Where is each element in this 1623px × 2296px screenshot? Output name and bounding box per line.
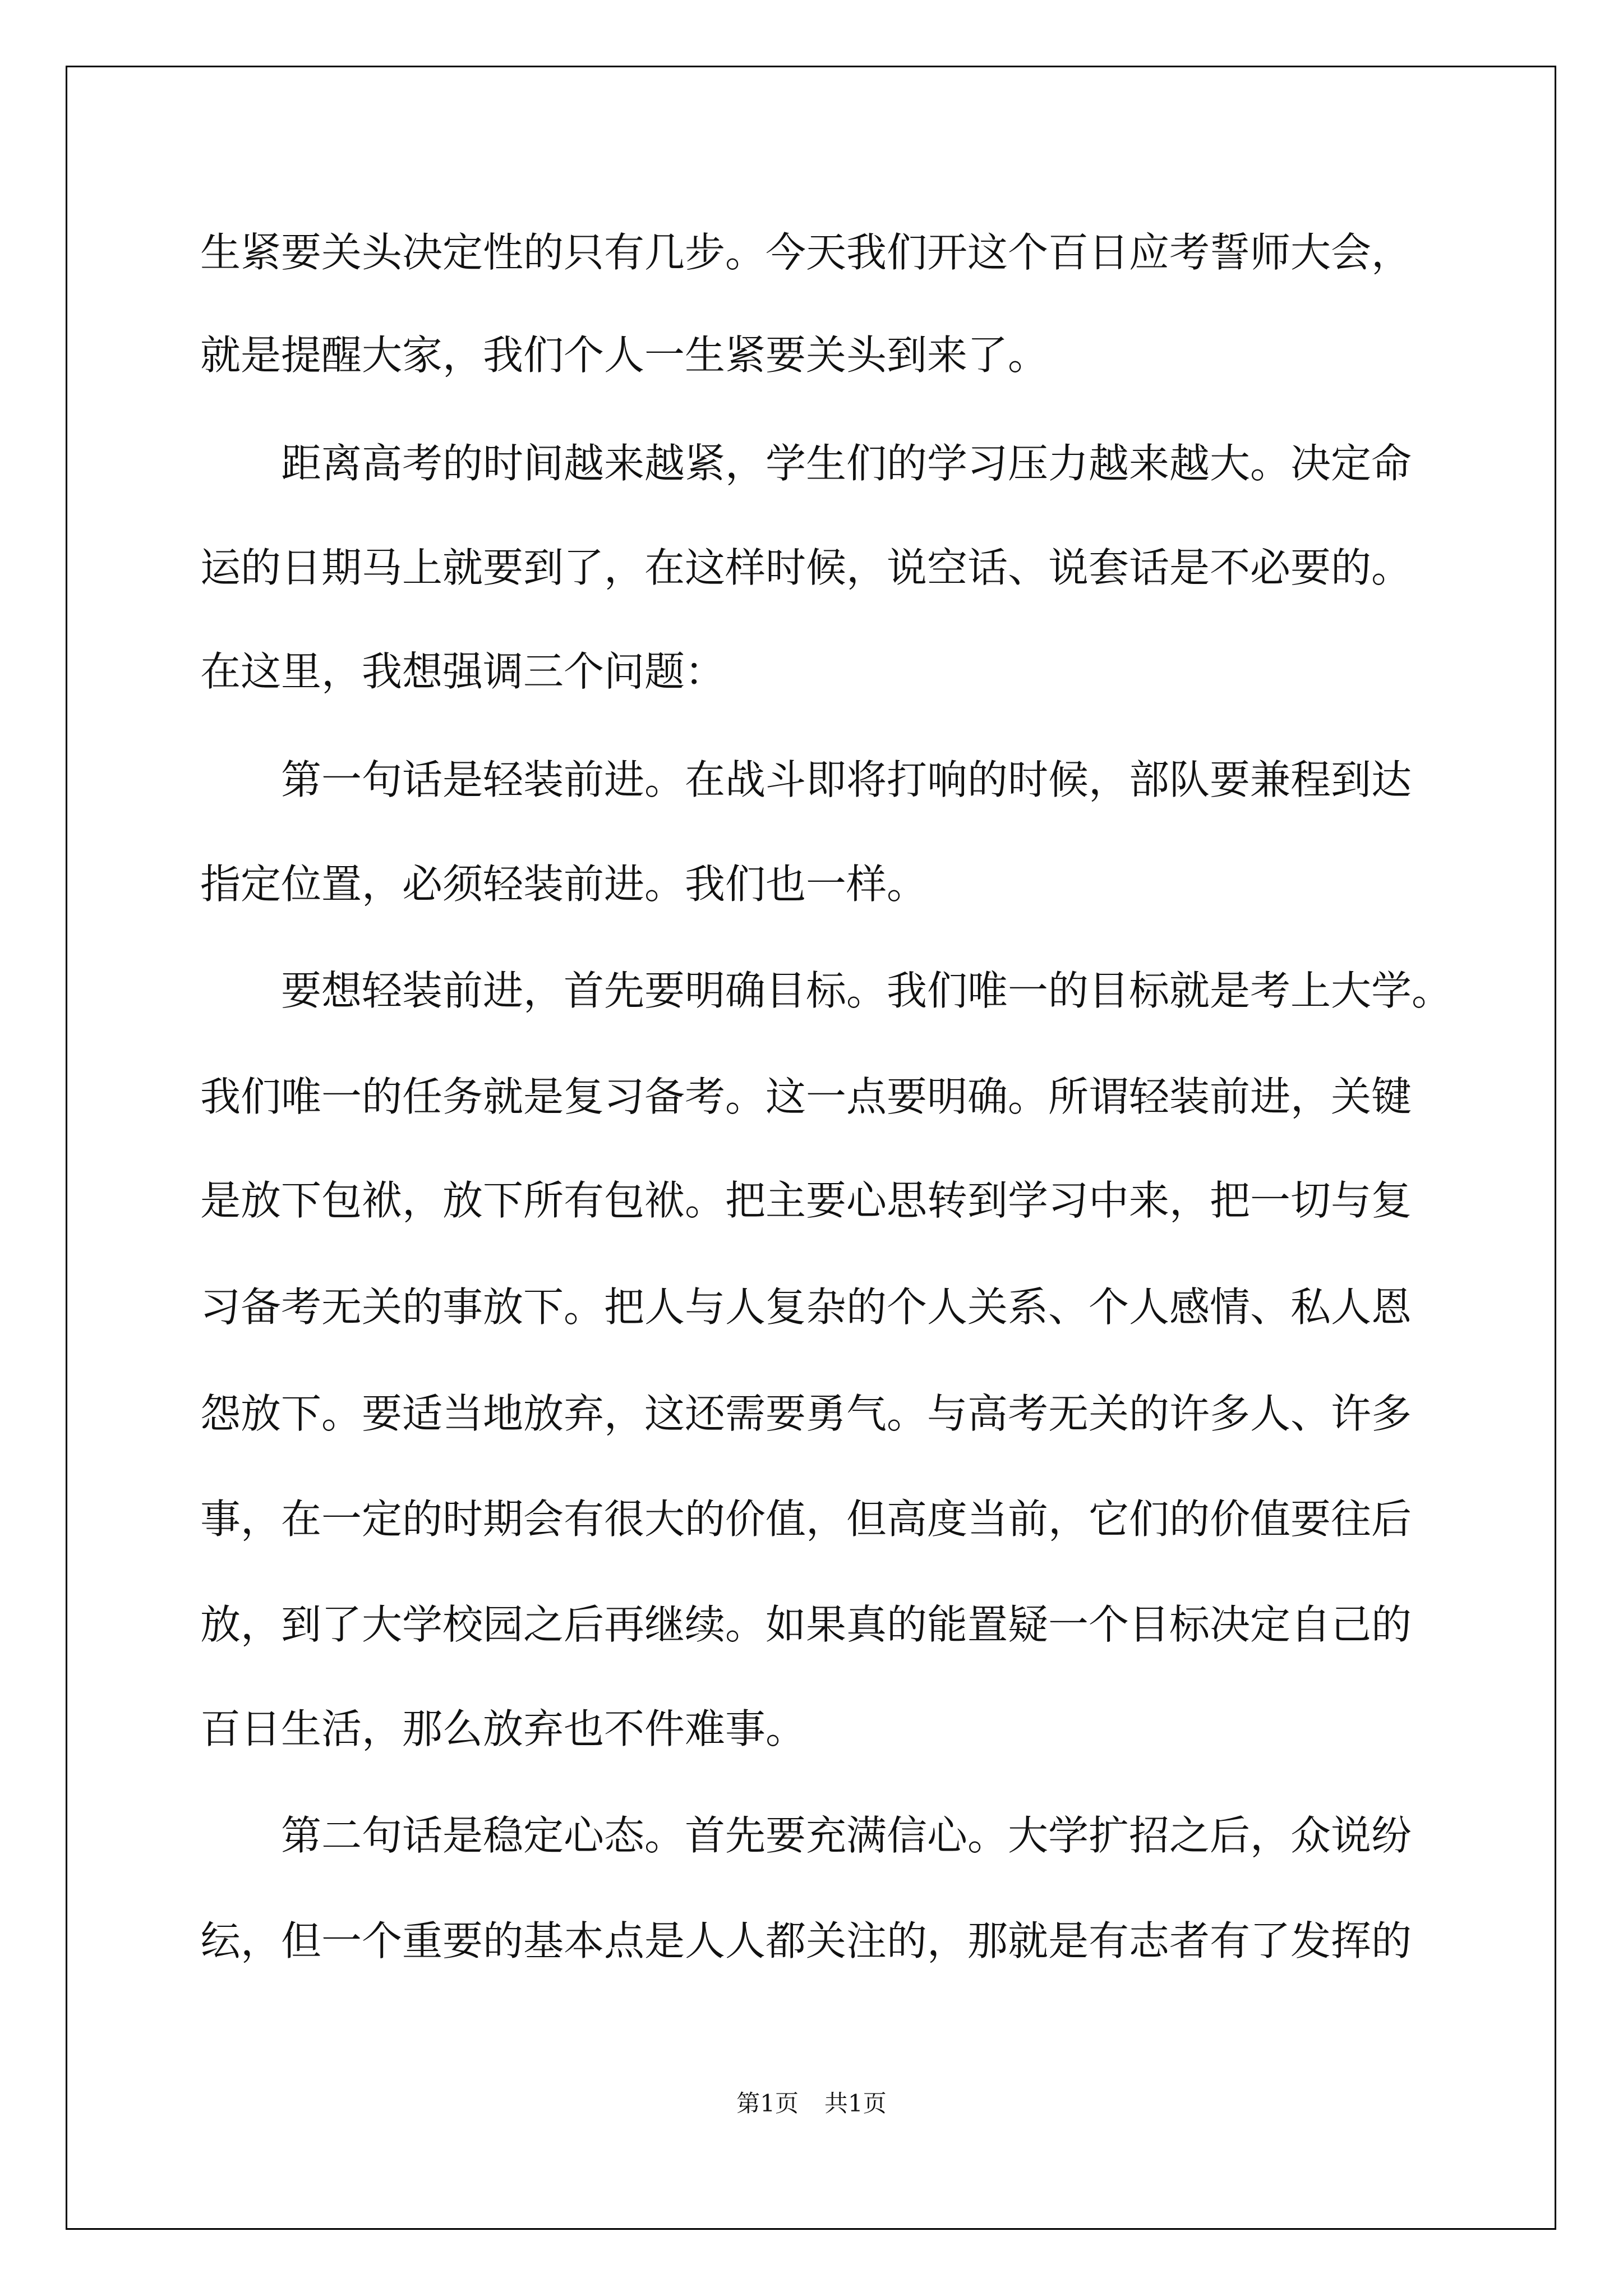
text-line: 距离高考的时间越来越紧，学生们的学习压力越来越大。决定命 [281,440,1412,487]
text-line: 习备考无关的事放下。把人与人复杂的个人关系、个人感情、私人恩 [200,1283,1412,1331]
text-line: 第二句话是稳定心态。首先要充满信心。大学扩招之后，众说纷 [281,1812,1412,1859]
text-line: 怨放下。要适当地放弃，这还需要勇气。与高考无关的许多人、许多 [200,1390,1412,1437]
page-number: 第1页 [736,2090,799,2117]
text-line: 指定位置，必须轻装前进。我们也一样。 [200,861,928,908]
page-total: 共1页 [824,2090,887,2117]
text-line: 事，在一定的时期会有很大的价值，但高度当前，它们的价值要往后 [200,1496,1412,1543]
text-line: 是放下包袱，放下所有包袱。把主要心思转到学习中来，把一切与复 [200,1177,1412,1224]
text-line: 纭，但一个重要的基本点是人人都关注的，那就是有志者有了发挥的 [200,1917,1412,1964]
text-line: 在这里，我想强调三个问题： [200,648,726,695]
text-line: 运的日期马上就要到了，在这样时候，说空话、说套话是不必要的。 [200,544,1412,591]
text-line: 第一句话是轻装前进。在战斗即将打响的时候，部队要兼程到达 [281,756,1412,803]
text-line: 百日生活，那么放弃也不件难事。 [200,1705,806,1752]
text-line: 我们唯一的任务就是复习备考。这一点要明确。所谓轻装前进，关键 [200,1073,1412,1120]
text-line: 放，到了大学校园之后再继续。如果真的能置疑一个目标决定自己的 [200,1601,1412,1648]
text-line: 要想轻装前进，首先要明确目标。我们唯一的目标就是考上大学。 [281,967,1453,1014]
text-line: 就是提醒大家，我们个人一生紧要关头到来了。 [200,332,1049,379]
text-line: 生紧要关头决定性的只有几步。今天我们开这个百日应考誓师大会， [200,229,1412,276]
page-footer [0,2087,1623,2120]
page-border [66,66,1556,2230]
